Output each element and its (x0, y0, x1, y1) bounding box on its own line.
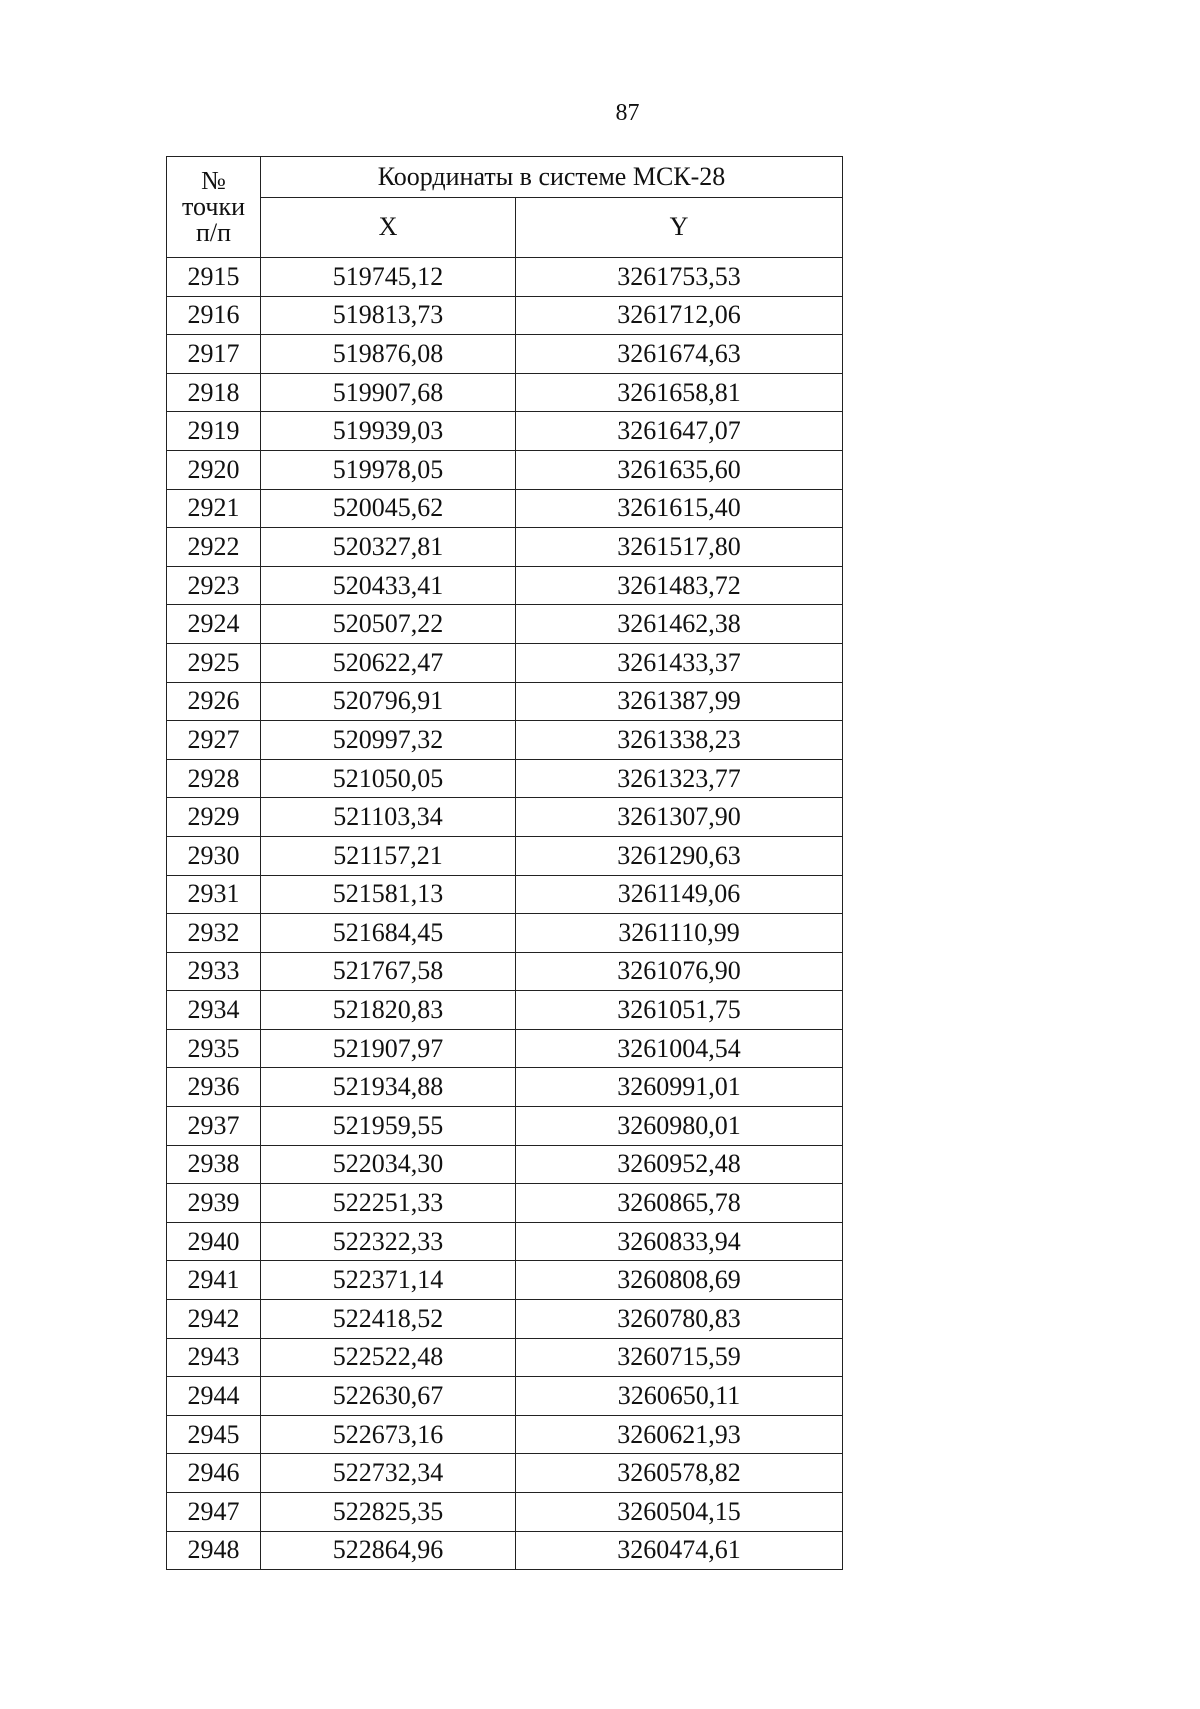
x-coordinate-cell: 522251,33 (261, 1184, 516, 1223)
y-coordinate-cell: 3261753,53 (516, 258, 843, 297)
point-number-cell: 2928 (167, 759, 261, 798)
y-coordinate-cell: 3261433,37 (516, 643, 843, 682)
y-coordinate-cell: 3261076,90 (516, 952, 843, 991)
point-number-cell: 2918 (167, 373, 261, 412)
point-number-cell: 2931 (167, 875, 261, 914)
point-number-cell: 2938 (167, 1145, 261, 1184)
x-coordinate-cell: 521684,45 (261, 914, 516, 953)
point-number-cell: 2945 (167, 1415, 261, 1454)
x-coordinate-cell: 520327,81 (261, 528, 516, 567)
x-coordinate-cell: 520622,47 (261, 643, 516, 682)
x-coordinate-cell: 519978,05 (261, 450, 516, 489)
table-row (167, 875, 843, 914)
x-coordinate-cell: 522418,52 (261, 1300, 516, 1339)
x-coordinate-cell: 522630,67 (261, 1377, 516, 1416)
y-coordinate-cell: 3260780,83 (516, 1300, 843, 1339)
point-number-cell: 2924 (167, 605, 261, 644)
point-number-cell: 2915 (167, 258, 261, 297)
point-number-cell: 2937 (167, 1107, 261, 1146)
point-number-cell: 2916 (167, 296, 261, 335)
point-number-cell: 2941 (167, 1261, 261, 1300)
y-coordinate-cell: 3260650,11 (516, 1377, 843, 1416)
table-row (167, 836, 843, 875)
point-number-cell: 2947 (167, 1493, 261, 1532)
x-coordinate-cell: 522864,96 (261, 1531, 516, 1570)
table-row (167, 914, 843, 953)
table-row (167, 721, 843, 760)
table-row (167, 373, 843, 412)
x-coordinate-cell: 521934,88 (261, 1068, 516, 1107)
point-number-cell: 2921 (167, 489, 261, 528)
point-number-cell: 2934 (167, 991, 261, 1030)
table-row (167, 1338, 843, 1377)
x-coordinate-cell: 521767,58 (261, 952, 516, 991)
page-number: 87 (615, 100, 640, 126)
table-row (167, 566, 843, 605)
point-number-cell: 2925 (167, 643, 261, 682)
point-number-cell: 2923 (167, 566, 261, 605)
table-row (167, 1184, 843, 1223)
y-coordinate-cell: 3261290,63 (516, 836, 843, 875)
table-row (167, 258, 843, 297)
coordinates-table (166, 156, 843, 1570)
table-row (167, 1531, 843, 1570)
y-coordinate-cell: 3260504,15 (516, 1493, 843, 1532)
table-row (167, 1493, 843, 1532)
y-coordinate-cell: 3261635,60 (516, 450, 843, 489)
y-coordinate-cell: 3261323,77 (516, 759, 843, 798)
point-number-header-line3: п/п (195, 218, 232, 247)
y-coordinate-cell: 3261149,06 (516, 875, 843, 914)
table-row (167, 450, 843, 489)
y-coordinate-cell: 3261307,90 (516, 798, 843, 837)
y-column-header: Y (516, 197, 843, 257)
table-body (167, 258, 843, 1570)
table-row (167, 798, 843, 837)
table-row (167, 1415, 843, 1454)
point-number-cell: 2944 (167, 1377, 261, 1416)
point-number-cell: 2943 (167, 1338, 261, 1377)
x-coordinate-cell: 521959,55 (261, 1107, 516, 1146)
table-row (167, 991, 843, 1030)
y-coordinate-cell: 3260980,01 (516, 1107, 843, 1146)
y-coordinate-cell: 3260833,94 (516, 1222, 843, 1261)
x-coordinate-cell: 521103,34 (261, 798, 516, 837)
y-coordinate-cell: 3261483,72 (516, 566, 843, 605)
point-number-header-line1: № (201, 166, 226, 195)
x-coordinate-cell: 520796,91 (261, 682, 516, 721)
y-coordinate-cell: 3260952,48 (516, 1145, 843, 1184)
point-number-cell: 2933 (167, 952, 261, 991)
table-row (167, 643, 843, 682)
x-coordinate-cell: 519939,03 (261, 412, 516, 451)
y-coordinate-cell: 3260808,69 (516, 1261, 843, 1300)
point-number-cell: 2927 (167, 721, 261, 760)
point-number-cell: 2929 (167, 798, 261, 837)
point-number-cell: 2942 (167, 1300, 261, 1339)
y-coordinate-cell: 3261462,38 (516, 605, 843, 644)
y-coordinate-cell: 3260621,93 (516, 1415, 843, 1454)
y-coordinate-cell: 3261712,06 (516, 296, 843, 335)
y-coordinate-cell: 3261338,23 (516, 721, 843, 760)
y-coordinate-cell: 3260991,01 (516, 1068, 843, 1107)
y-coordinate-cell: 3261615,40 (516, 489, 843, 528)
y-coordinate-cell: 3260715,59 (516, 1338, 843, 1377)
table-row (167, 1377, 843, 1416)
table-row (167, 528, 843, 567)
y-coordinate-cell: 3260578,82 (516, 1454, 843, 1493)
table-row (167, 759, 843, 798)
table-row (167, 1454, 843, 1493)
y-coordinate-cell: 3261387,99 (516, 682, 843, 721)
point-number-cell: 2935 (167, 1029, 261, 1068)
table-row (167, 952, 843, 991)
x-coordinate-cell: 519907,68 (261, 373, 516, 412)
x-coordinate-cell: 520507,22 (261, 605, 516, 644)
y-coordinate-cell: 3261110,99 (516, 914, 843, 953)
table-row (167, 1068, 843, 1107)
point-number-cell: 2919 (167, 412, 261, 451)
point-number-cell: 2930 (167, 836, 261, 875)
point-number-cell: 2948 (167, 1531, 261, 1570)
x-coordinate-cell: 519876,08 (261, 335, 516, 374)
x-coordinate-cell: 520433,41 (261, 566, 516, 605)
x-coordinate-cell: 521157,21 (261, 836, 516, 875)
x-coordinate-cell: 522673,16 (261, 1415, 516, 1454)
x-coordinate-cell: 522322,33 (261, 1222, 516, 1261)
y-coordinate-cell: 3261658,81 (516, 373, 843, 412)
table-row (167, 1145, 843, 1184)
x-coordinate-cell: 522732,34 (261, 1454, 516, 1493)
point-number-cell: 2917 (167, 335, 261, 374)
point-number-cell: 2920 (167, 450, 261, 489)
y-coordinate-cell: 3260865,78 (516, 1184, 843, 1223)
point-number-cell: 2932 (167, 914, 261, 953)
point-number-cell: 2922 (167, 528, 261, 567)
point-number-cell: 2940 (167, 1222, 261, 1261)
table-row (167, 1300, 843, 1339)
table-row (167, 1222, 843, 1261)
x-coordinate-cell: 522522,48 (261, 1338, 516, 1377)
x-coordinate-cell: 521050,05 (261, 759, 516, 798)
table-row (167, 682, 843, 721)
x-coordinate-cell: 522034,30 (261, 1145, 516, 1184)
x-coordinate-cell: 519813,73 (261, 296, 516, 335)
table-row (167, 1107, 843, 1146)
y-coordinate-cell: 3261517,80 (516, 528, 843, 567)
table-row (167, 1261, 843, 1300)
table-row (167, 605, 843, 644)
table-row (167, 412, 843, 451)
y-coordinate-cell: 3260474,61 (516, 1531, 843, 1570)
y-coordinate-cell: 3261051,75 (516, 991, 843, 1030)
y-coordinate-cell: 3261004,54 (516, 1029, 843, 1068)
x-coordinate-cell: 519745,12 (261, 258, 516, 297)
point-number-cell: 2926 (167, 682, 261, 721)
x-coordinate-cell: 522371,14 (261, 1261, 516, 1300)
point-number-cell: 2936 (167, 1068, 261, 1107)
x-coordinate-cell: 520997,32 (261, 721, 516, 760)
x-coordinate-cell: 522825,35 (261, 1493, 516, 1532)
table-row (167, 335, 843, 374)
x-coordinate-cell: 521907,97 (261, 1029, 516, 1068)
x-coordinate-cell: 521820,83 (261, 991, 516, 1030)
table-row (167, 296, 843, 335)
table-row (167, 1029, 843, 1068)
point-number-header (167, 157, 261, 258)
table-row (167, 489, 843, 528)
x-column-header: X (261, 197, 516, 257)
y-coordinate-cell: 3261674,63 (516, 335, 843, 374)
y-coordinate-cell: 3261647,07 (516, 412, 843, 451)
point-number-header-line2: точки (182, 192, 245, 221)
point-number-cell: 2946 (167, 1454, 261, 1493)
coordinates-group-header: Координаты в системе МСК-28 (261, 157, 843, 198)
x-coordinate-cell: 521581,13 (261, 875, 516, 914)
x-coordinate-cell: 520045,62 (261, 489, 516, 528)
point-number-cell: 2939 (167, 1184, 261, 1223)
